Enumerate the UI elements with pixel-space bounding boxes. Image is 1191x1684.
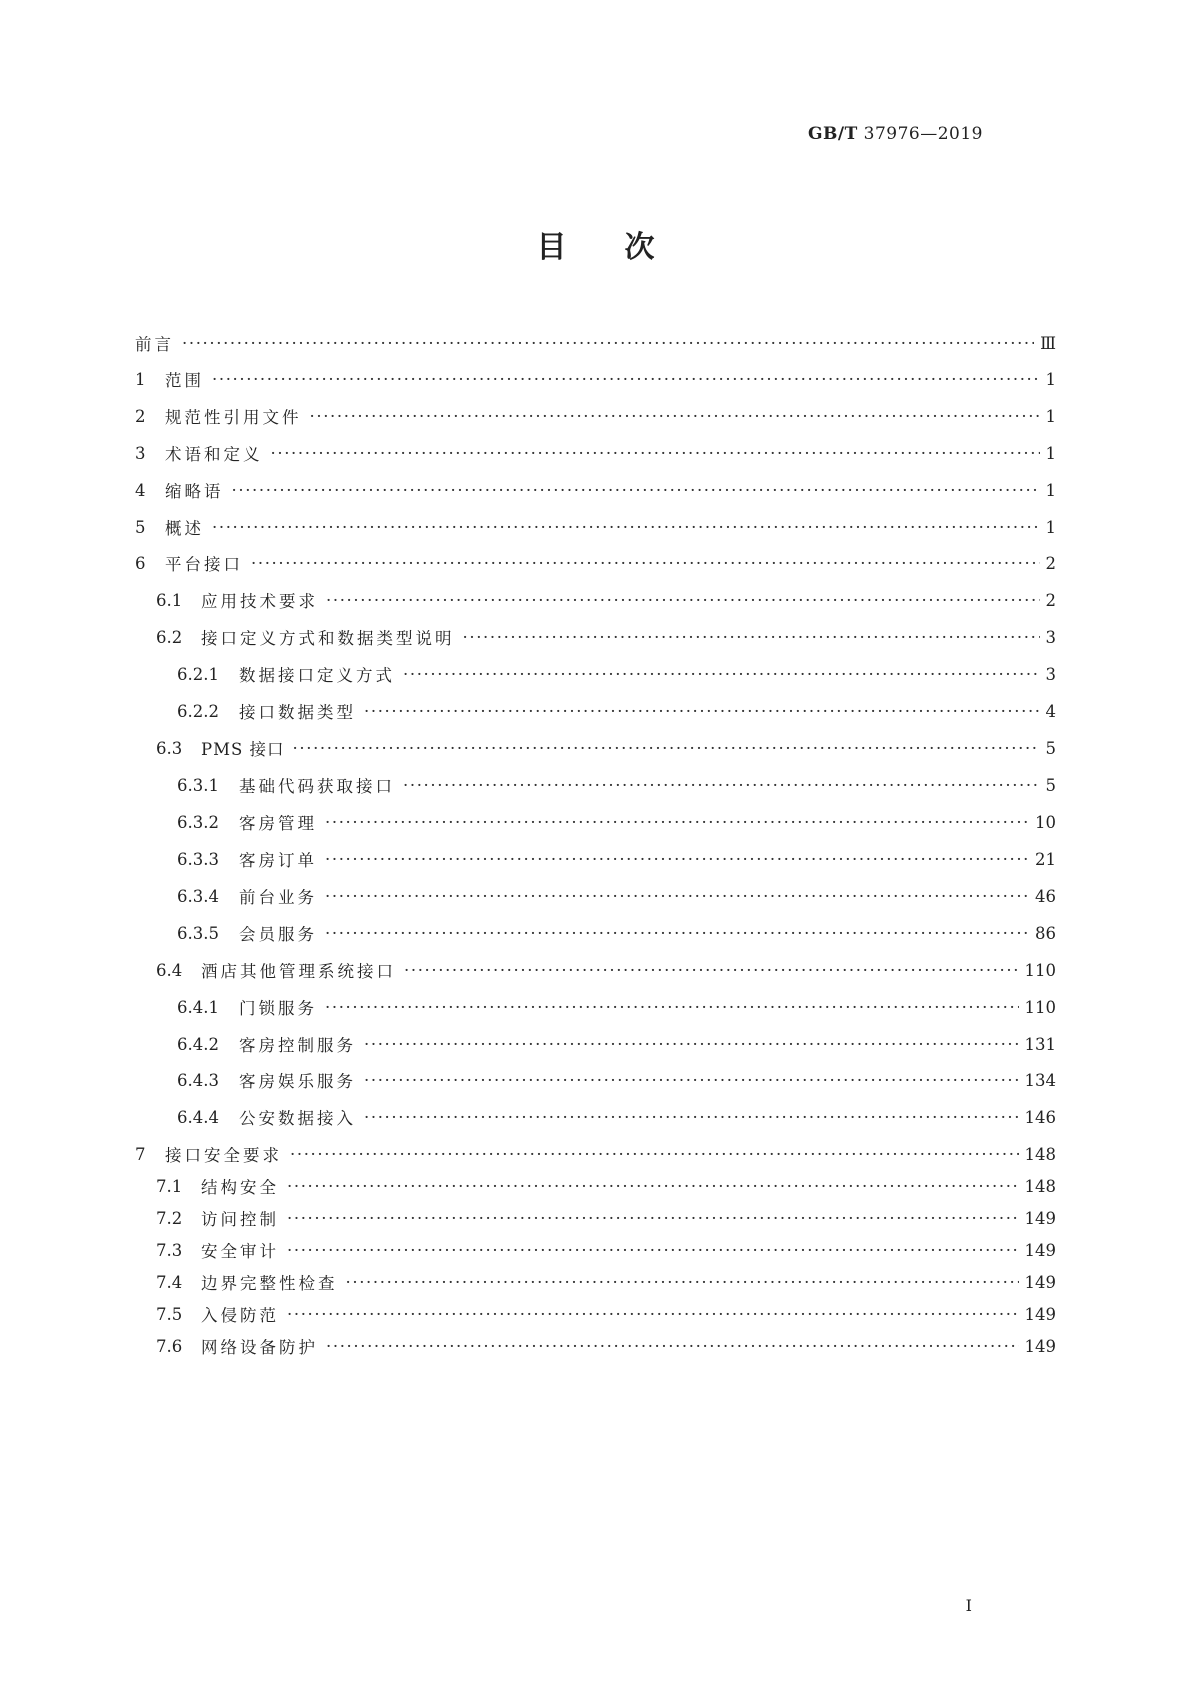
toc-entry[interactable] <box>135 1269 1056 1295</box>
toc-leader-dots <box>287 1241 1019 1260</box>
toc-entry[interactable] <box>135 883 1056 909</box>
toc-entry-page: 149 <box>1024 1304 1056 1324</box>
toc-entry[interactable] <box>135 1237 1056 1263</box>
toc-entry-page: 110 <box>1024 960 1056 980</box>
toc-entry[interactable] <box>135 550 1056 576</box>
toc-entry-number: 6.4.1 <box>177 997 219 1017</box>
toc-entry-label: PMS 接口 <box>201 740 285 759</box>
toc-entry-label: 客房娱乐服务 <box>239 1072 356 1091</box>
toc-entry-number: 6 <box>135 553 146 573</box>
toc-entry[interactable] <box>135 920 1056 946</box>
toc-leader-dots <box>325 813 1029 832</box>
toc-entry-number: 7.1 <box>156 1176 183 1196</box>
toc-entry-label: 访问控制 <box>201 1210 279 1229</box>
toc-entry[interactable] <box>135 477 1056 503</box>
toc-leader-dots <box>463 628 1040 647</box>
toc-entry-page: 149 <box>1024 1208 1056 1228</box>
toc-entry-label: 术语和定义 <box>165 445 263 464</box>
toc-entry-label: 接口定义方式和数据类型说明 <box>201 629 455 648</box>
toc-entry-page: 146 <box>1024 1107 1056 1127</box>
toc-leader-dots <box>287 1177 1019 1196</box>
toc-entry-number: 6.4 <box>156 960 183 980</box>
toc-entry-page: Ⅲ <box>1040 333 1056 353</box>
toc-entry-page: 5 <box>1045 775 1056 795</box>
toc-entry-page: 21 <box>1035 849 1056 869</box>
toc-entry-number: 6.4.3 <box>177 1070 219 1090</box>
toc-entry-label: 客房管理 <box>239 814 317 833</box>
toc-entry-number: 7.2 <box>156 1208 183 1228</box>
toc-leader-dots <box>325 887 1029 906</box>
toc-leader-dots <box>293 739 1040 758</box>
toc-leader-dots <box>271 444 1040 463</box>
toc-leader-dots <box>364 1035 1019 1054</box>
toc-entry[interactable] <box>135 735 1056 761</box>
toc-leader-dots <box>346 1273 1019 1292</box>
toc-entry-page: 148 <box>1024 1144 1056 1164</box>
toc-entry[interactable] <box>135 772 1056 798</box>
toc-entry-page: 1 <box>1045 369 1056 389</box>
toc-entry-number: 7.5 <box>156 1304 183 1324</box>
toc-entry[interactable] <box>135 1031 1056 1057</box>
toc-leader-dots <box>212 518 1040 537</box>
toc-entry-number: 1 <box>135 369 146 389</box>
toc-leader-dots <box>364 1108 1019 1127</box>
toc-entry-number: 4 <box>135 480 146 500</box>
toc-entry-label: 安全审计 <box>201 1242 279 1261</box>
toc-entry-label: 入侵防范 <box>201 1306 279 1325</box>
toc-entry-page: 86 <box>1035 923 1056 943</box>
toc-entry-page: 3 <box>1045 627 1056 647</box>
toc-entry-label: 边界完整性检查 <box>201 1274 338 1293</box>
toc-entry-label: 数据接口定义方式 <box>239 666 395 685</box>
toc-entry-number: 7.3 <box>156 1240 183 1260</box>
toc-entry-page: 149 <box>1024 1336 1056 1356</box>
toc-entry-label: 规范性引用文件 <box>165 408 302 427</box>
toc-leader-dots <box>251 554 1040 573</box>
toc-entry-page: 1 <box>1045 406 1056 426</box>
toc-entry[interactable] <box>135 1104 1056 1130</box>
toc-entry-label: 公安数据接入 <box>239 1109 356 1128</box>
toc-entry-label: 范围 <box>165 371 204 390</box>
toc-leader-dots <box>364 702 1040 721</box>
toc-entry-number: 2 <box>135 406 146 426</box>
toc-entry[interactable] <box>135 661 1056 687</box>
toc-entry-number: 3 <box>135 443 146 463</box>
toc-leader-dots <box>232 481 1040 500</box>
toc-entry-page: 134 <box>1024 1070 1056 1090</box>
standard-code <box>808 124 983 144</box>
toc-entry-number: 6.3.4 <box>177 886 219 906</box>
toc-entry[interactable] <box>135 809 1056 835</box>
toc-entry-number: 6.3.2 <box>177 812 219 832</box>
toc-entry-page: 46 <box>1035 886 1056 906</box>
toc-entry-number: 6.3 <box>156 738 183 758</box>
toc-entry-label: 客房控制服务 <box>239 1036 356 1055</box>
toc-entry[interactable] <box>135 587 1056 613</box>
standard-prefix: GB/T <box>808 124 858 144</box>
toc-entry-page: 148 <box>1024 1176 1056 1196</box>
toc-entry-number: 5 <box>135 517 146 537</box>
toc-entry[interactable] <box>135 1067 1056 1093</box>
toc-entry[interactable] <box>135 440 1056 466</box>
toc-entry-page: 131 <box>1024 1034 1056 1054</box>
toc-entry-number: 6.2.1 <box>177 664 219 684</box>
toc-entry[interactable] <box>135 1141 1056 1167</box>
toc-entry[interactable] <box>135 330 1056 356</box>
toc-leader-dots <box>182 334 1034 353</box>
toc-entry[interactable] <box>135 1205 1056 1231</box>
page-number: I <box>965 1596 972 1615</box>
toc-entry-label: 会员服务 <box>239 925 317 944</box>
toc-entry-label: 酒店其他管理系统接口 <box>201 962 396 981</box>
toc-entry-label: 应用技术要求 <box>201 592 318 611</box>
toc-leader-dots <box>310 407 1040 426</box>
toc-entry-page: 2 <box>1045 553 1056 573</box>
toc-leader-dots <box>403 665 1040 684</box>
toc-leader-dots <box>287 1305 1019 1324</box>
toc-entry-label: 客房订单 <box>239 851 317 870</box>
toc-entry[interactable] <box>135 994 1056 1020</box>
toc-leader-dots <box>290 1145 1019 1164</box>
toc-entry-page: 5 <box>1045 738 1056 758</box>
toc-entry[interactable] <box>135 366 1056 392</box>
toc-entry[interactable] <box>135 698 1056 724</box>
toc-entry-number: 7 <box>135 1144 146 1164</box>
toc-leader-dots <box>325 924 1029 943</box>
toc-leader-dots <box>326 591 1040 610</box>
toc-entry-number: 6.1 <box>156 590 183 610</box>
toc-leader-dots <box>212 370 1040 389</box>
toc-entry-page: 149 <box>1024 1240 1056 1260</box>
toc-entry[interactable] <box>135 624 1056 650</box>
toc-entry[interactable] <box>135 514 1056 540</box>
toc-leader-dots <box>325 850 1029 869</box>
toc-entry-number: 7.6 <box>156 1336 183 1356</box>
toc-entry-label: 网络设备防护 <box>201 1338 318 1357</box>
standard-number: 37976—2019 <box>863 124 983 144</box>
toc-entry-number: 6.2.2 <box>177 701 219 721</box>
toc-entry-page: 10 <box>1035 812 1056 832</box>
toc-entry-label: 缩略语 <box>165 482 224 501</box>
toc-entry[interactable] <box>135 1301 1056 1327</box>
toc-entry-label: 概述 <box>165 519 204 538</box>
toc-entry-number: 6.3.5 <box>177 923 219 943</box>
toc-entry-page: 149 <box>1024 1272 1056 1292</box>
toc-entry[interactable] <box>135 1333 1056 1359</box>
toc-entry-label: 门锁服务 <box>239 999 317 1018</box>
toc-leader-dots <box>404 961 1019 980</box>
toc-entry-label: 接口安全要求 <box>165 1146 282 1165</box>
toc-entry-number: 6.3.1 <box>177 775 219 795</box>
toc-entry-page: 110 <box>1024 997 1056 1017</box>
toc-entry-label: 结构安全 <box>201 1178 279 1197</box>
toc-leader-dots <box>364 1071 1019 1090</box>
toc-entry-page: 3 <box>1045 664 1056 684</box>
toc-entry-page: 1 <box>1045 443 1056 463</box>
toc-entry-number: 7.4 <box>156 1272 183 1292</box>
toc-entry[interactable] <box>135 957 1056 983</box>
toc-entry-number: 6.2 <box>156 627 183 647</box>
toc-entry-label: 前言 <box>135 335 174 354</box>
toc-entry-label: 前台业务 <box>239 888 317 907</box>
toc-entry-page: 2 <box>1045 590 1056 610</box>
toc-entry-label: 基础代码获取接口 <box>239 777 395 796</box>
toc-leader-dots <box>287 1209 1019 1228</box>
toc-entry-label: 接口数据类型 <box>239 703 356 722</box>
toc-leader-dots <box>325 998 1019 1017</box>
toc-entry-number: 6.3.3 <box>177 849 219 869</box>
toc-entry-page: 4 <box>1045 701 1056 721</box>
toc-entry-number: 6.4.4 <box>177 1107 219 1127</box>
toc-entry-number: 6.4.2 <box>177 1034 219 1054</box>
toc-entry[interactable] <box>135 1173 1056 1199</box>
toc-entry-page: 1 <box>1045 480 1056 500</box>
toc-entry[interactable] <box>135 403 1056 429</box>
toc-entry-page: 1 <box>1045 517 1056 537</box>
toc-entry-label: 平台接口 <box>165 555 243 574</box>
toc-leader-dots <box>326 1337 1019 1356</box>
toc-leader-dots <box>403 776 1040 795</box>
page-title: 目次 <box>536 230 713 265</box>
toc-entry[interactable] <box>135 846 1056 872</box>
